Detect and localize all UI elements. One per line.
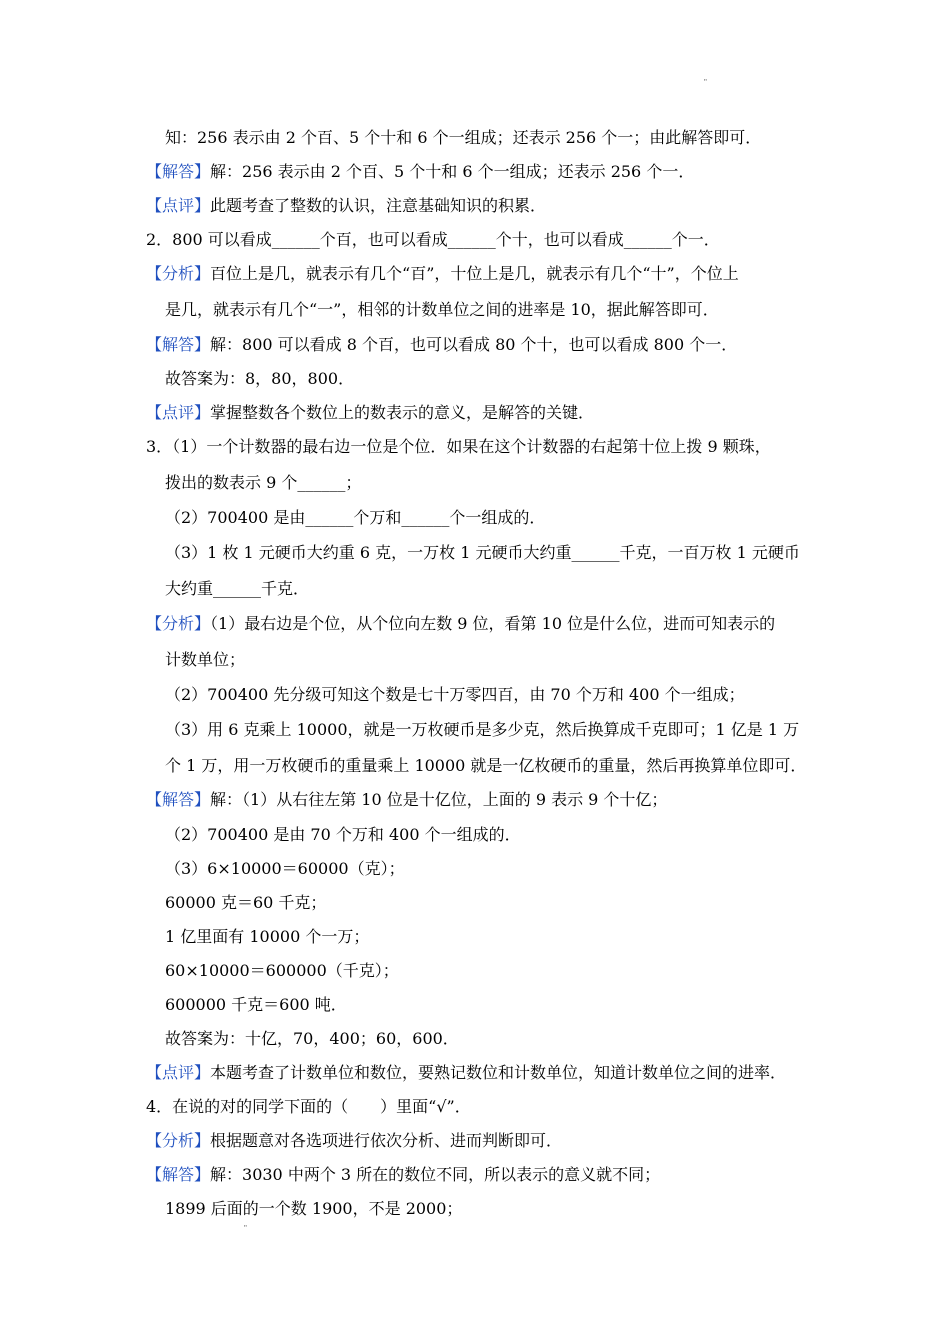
- text-line: （2）700400 是由 70 个万和 400 个一组成的．: [165, 825, 521, 844]
- analysis-line: 【分析】根据题意对各选项进行依次分析、进而判断即可．: [146, 1131, 563, 1150]
- answer-tag: 【解答】: [146, 162, 211, 181]
- question-2: 2．800 可以看成______个百，也可以看成______个十，也可以看成______个一．: [146, 230, 720, 249]
- text-line: （3）6×10000＝60000（克）；: [165, 859, 405, 878]
- text-line: （3）1 枚 1 元硬币大约重 6 克，一万枚 1 元硬币大约重______千克，一百万枚 1 元硬币: [165, 543, 800, 562]
- answer-line: 【解答】解：3030 中两个 3 所在的数位不同，所以表示的意义就不同；: [146, 1165, 661, 1184]
- text-line: 大约重______千克．: [165, 579, 310, 598]
- answer-line: 【解答】解：800 可以看成 8 个百，也可以看成 80 个十，也可以看成 800 个一．: [146, 335, 738, 354]
- text-line: 故答案为：十亿，70，400；60，600．: [165, 1029, 459, 1048]
- text-line: 600000 千克＝600 吨．: [165, 995, 347, 1014]
- text-line: 1899 后面的一个数 1900，不是 2000；: [165, 1199, 463, 1218]
- comment-tag: 【点评】: [146, 196, 211, 215]
- text-line: 个 1 万，用一万枚硬币的重量乘上 10000 就是一亿枚硬币的重量，然后再换算单位即可．: [165, 756, 807, 775]
- text-line: 拨出的数表示 9 个______；: [165, 473, 362, 492]
- text-line: 知：256 表示由 2 个百、5 个十和 6 个一组成；还表示 256 个一；由此解答即可．: [165, 128, 762, 147]
- answer-line: 【解答】解：（1）从右往左第 10 位是十亿位，上面的 9 表示 9 个十亿；: [146, 790, 668, 809]
- text-line: 是几，就表示有几个“一”，相邻的计数单位之间的进率是 10，据此解答即可．: [165, 300, 719, 319]
- text-line: （3）用 6 克乘上 10000，就是一万枚硬币是多少克，然后换算成千克即可；1 亿是 1 万: [165, 720, 800, 739]
- text-line: 60000 克＝60 千克；: [165, 893, 327, 912]
- text-line: 故答案为：8，80，800．: [165, 369, 355, 388]
- answer-tag: 【解答】: [146, 335, 211, 354]
- comment-line: 【点评】此题考查了整数的认识，注意基础知识的积累．: [146, 196, 547, 215]
- text-line: 60×10000＝600000（千克）；: [165, 961, 399, 980]
- text-line: 计数单位；: [165, 650, 246, 669]
- text-line: 1 亿里面有 10000 个一万；: [165, 927, 370, 946]
- analysis-line: 【分析】百位上是几，就表示有几个“百”，十位上是几，就表示有几个“十”，个位上: [146, 264, 739, 283]
- analysis-tag: 【分析】: [146, 614, 211, 633]
- question-4: 4．在说的对的同学下面的（ ）里面“√”．: [146, 1097, 471, 1116]
- answer-line: 【解答】解：256 表示由 2 个百、5 个十和 6 个一组成；还表示 256 个一．: [146, 162, 695, 181]
- answer-tag: 【解答】: [146, 1165, 211, 1184]
- text-line: （2）700400 先分级可知这个数是七十万零四百，由 70 个万和 400 个一组成；: [165, 685, 745, 704]
- analysis-line: 【分析】（1）最右边是个位，从个位向左数 9 位，看第 10 位是什么位，进而可知表示的: [146, 614, 776, 633]
- answer-tag: 【解答】: [146, 790, 211, 809]
- text-line: （2）700400 是由______个万和______个一组成的．: [165, 508, 546, 527]
- header-mark: ": [704, 78, 707, 87]
- analysis-tag: 【分析】: [146, 1131, 211, 1150]
- comment-line: 【点评】本题考查了计数单位和数位，要熟记数位和计数单位，知道计数单位之间的进率．: [146, 1063, 787, 1082]
- comment-line: 【点评】掌握整数各个数位上的数表示的意义，是解答的关键．: [146, 403, 595, 422]
- footer-mark: ": [244, 1224, 247, 1233]
- analysis-tag: 【分析】: [146, 264, 211, 283]
- comment-tag: 【点评】: [146, 1063, 211, 1082]
- question-3: 3．（1）一个计数器的最右边一位是个位．如果在这个计数器的右起第十位上拨 9 颗珠，: [146, 437, 771, 456]
- comment-tag: 【点评】: [146, 403, 211, 422]
